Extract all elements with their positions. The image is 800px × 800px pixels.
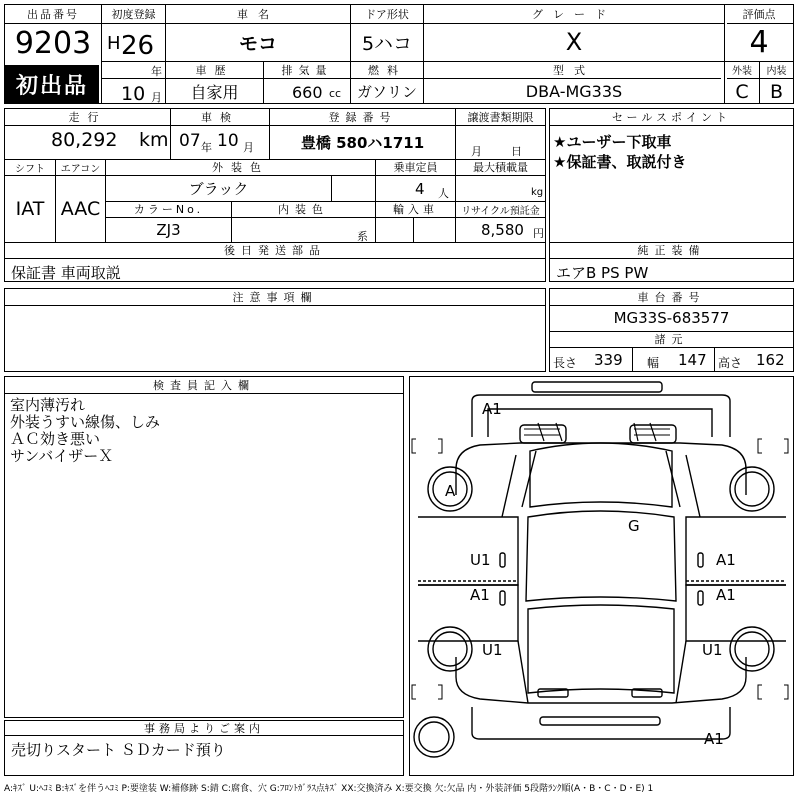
width: 147 [678, 351, 707, 369]
displacement-label: 排気量 [281, 63, 333, 77]
transfer-doc-month-unit: 月 [471, 145, 482, 158]
sales-point-2: ★保証書、取説付き [553, 153, 687, 171]
front-bumper-shape [472, 395, 730, 437]
interior-grade: B [769, 80, 784, 103]
mileage-label: 走行 [68, 111, 107, 124]
registration-no: 豊橋 580ハ1711 [300, 133, 425, 152]
roof-spoiler-shape [532, 382, 662, 392]
inspector-note-3: ＡＣ効き悪い [10, 431, 101, 448]
header-box [4, 4, 794, 104]
left-front-door-shape [418, 517, 518, 585]
chassis-no-label: 車台番号 [637, 291, 706, 304]
int-color-label: 内装色 [278, 203, 329, 216]
sales-points-box [549, 108, 794, 282]
mark-left-front-door: U1 [470, 551, 491, 569]
mark-right-rear-fender: U1 [702, 641, 723, 659]
color-no: ZJ3 [156, 220, 181, 239]
displacement: 660 [292, 83, 323, 102]
transfer-doc-day-unit: 日 [511, 145, 522, 158]
capacity-unit: 人 [438, 187, 449, 200]
first-registration-month-unit: 月 [151, 91, 162, 104]
office-info-label: 事務局よりご案内 [144, 722, 264, 735]
mark-rear-bumper: A1 [704, 730, 724, 748]
ext-color: ブラック [188, 179, 249, 198]
grade: X [565, 28, 583, 56]
max-load-label: 最大積載量 [473, 161, 528, 174]
caution-label: 注意事項欄 [232, 291, 318, 304]
car-name-label: 車名 [237, 8, 279, 21]
dimensions-label: 諸元 [654, 333, 689, 346]
mark-left-rear-fender: U1 [482, 641, 503, 659]
shift-label: シフト [15, 163, 45, 175]
mileage-unit: km [139, 129, 169, 151]
displacement-unit: cc [329, 87, 342, 100]
interior-label: 内装 [766, 66, 787, 77]
office-info: 売切りスタート ＳＤカード預り [11, 741, 226, 759]
car-diagram [410, 377, 794, 776]
front-fender-shape [456, 443, 746, 495]
capacity-label: 乗車定員 [393, 161, 438, 174]
grade-label: グレード [532, 8, 616, 21]
recycle-unit: 円 [533, 227, 544, 240]
shift: IAT [15, 197, 45, 220]
inspection-label: 車検 [201, 111, 239, 124]
rear-window-shape [528, 605, 674, 693]
height-label: 高さ [718, 356, 743, 370]
lot-number-label: 出品番号 [27, 8, 79, 21]
score: 4 [749, 24, 769, 60]
recycle: 8,580 [481, 221, 524, 239]
first-registration-label: 初度登録 [111, 8, 156, 21]
inspection-month-unit: 月 [243, 141, 254, 154]
mark-hood: G [628, 517, 640, 535]
inspector-notes-box [4, 376, 404, 718]
right-rear-door-shape [686, 585, 786, 641]
mileage: 80,292 [51, 129, 118, 151]
office-info-box [4, 720, 404, 776]
first-registration-era: H [107, 33, 121, 54]
first-registration-month: 10 [121, 83, 146, 104]
first-registration-year-unit: 年 [151, 65, 162, 78]
max-load-unit: kg [531, 187, 544, 198]
later-parts: 保証書 車両取説 [11, 264, 121, 282]
mark-right-rear-door: A1 [716, 586, 736, 604]
spare-tire-shape [414, 717, 454, 757]
vehicle-details-box [4, 108, 546, 282]
score-label: 評価点 [742, 8, 776, 21]
later-parts-label: 後日発送部品 [224, 244, 326, 257]
inspector-note-4: サンバイザーＸ [10, 448, 114, 465]
inspector-note-2: 外装うすい線傷、しみ [10, 414, 161, 431]
caution-box [4, 288, 546, 372]
registration-no-label: 登録番号 [328, 111, 397, 124]
lot-number: 9203 [14, 25, 92, 61]
mark-right-front-door: A1 [716, 551, 736, 569]
chassis-box [549, 288, 794, 372]
fuel-label: 燃料 [368, 63, 406, 77]
inspector-notes-label: 検査員記入欄 [153, 379, 255, 392]
inspector-note-1: 室内薄汚れ [10, 397, 86, 414]
chassis-no: MG33S-683577 [613, 309, 730, 327]
rear-bumper-shape [472, 707, 730, 739]
history-label: 車歴 [195, 63, 234, 77]
height: 162 [756, 351, 785, 369]
int-color-unit: 系 [357, 230, 368, 243]
door-type: 5ハコ [361, 32, 413, 55]
color-no-label: カラーNo. [133, 203, 204, 216]
mark-front-bumper: A1 [482, 400, 502, 418]
roof-shape [526, 511, 676, 601]
ext-color-label: 外装色 [212, 161, 269, 174]
genuine-equipment-label: 純正装備 [637, 244, 706, 257]
capacity: 4 [415, 180, 425, 198]
door-type-label: ドア形状 [365, 8, 409, 21]
length: 339 [594, 351, 623, 369]
mark-left-rear-door: A1 [470, 586, 490, 604]
genuine-equipment: エアB PS PW [556, 264, 649, 282]
right-front-door-shape [686, 517, 786, 585]
aircon-label: エアコン [60, 163, 101, 175]
import-label: 輸入車 [393, 203, 438, 216]
model-code: DBA-MG33S [525, 82, 623, 101]
recycle-label: リサイクル預託金 [461, 205, 540, 217]
rear-fender-shape [456, 657, 746, 703]
car-diagram-box [409, 376, 794, 776]
transfer-doc-label: 譲渡書類期限 [467, 111, 534, 124]
sales-points-label: セールスポイント [611, 111, 731, 124]
left-rear-door-shape [418, 585, 518, 641]
first-registration-year: 26 [121, 31, 155, 61]
aircon: AAC [60, 197, 101, 220]
car-name: モコ [238, 32, 277, 55]
sales-point-1: ★ユーザー下取車 [553, 133, 672, 151]
fuel: ガソリン [356, 83, 417, 101]
legend: A:ｷｽﾞ U:ﾍｺﾐ B:ｷｽﾞを伴うﾍｺﾐ P:要塗装 W:補修跡 S:錆 C:腐食、穴 G:ﾌﾛﾝﾄｶﾞﾗｽ点ｷｽﾞ XX:交換済み X:要交換 欠:欠品 内・外装評価 5段階ﾗﾝｸ順(A・B・C・D・E) 1 [4, 784, 654, 794]
exterior-label: 外装 [732, 66, 752, 77]
history: 自家用 [190, 83, 239, 102]
front-right-tire-shape [730, 467, 774, 511]
rear-left-tire-shape [428, 627, 472, 671]
width-label: 幅 [647, 356, 660, 370]
model-code-label: 型式 [553, 63, 595, 77]
first-listing-badge: 初出品 [5, 65, 99, 103]
length-label: 長さ [553, 356, 578, 370]
inspection-month: 10 [217, 131, 239, 151]
exterior-grade: C [735, 80, 749, 103]
inspection-year-unit: 年 [201, 141, 212, 154]
rear-right-tire-shape [730, 627, 774, 671]
mark-front-left-tire: A [445, 482, 456, 500]
hood-shape [530, 443, 672, 507]
inspection-year: 07 [179, 131, 201, 151]
